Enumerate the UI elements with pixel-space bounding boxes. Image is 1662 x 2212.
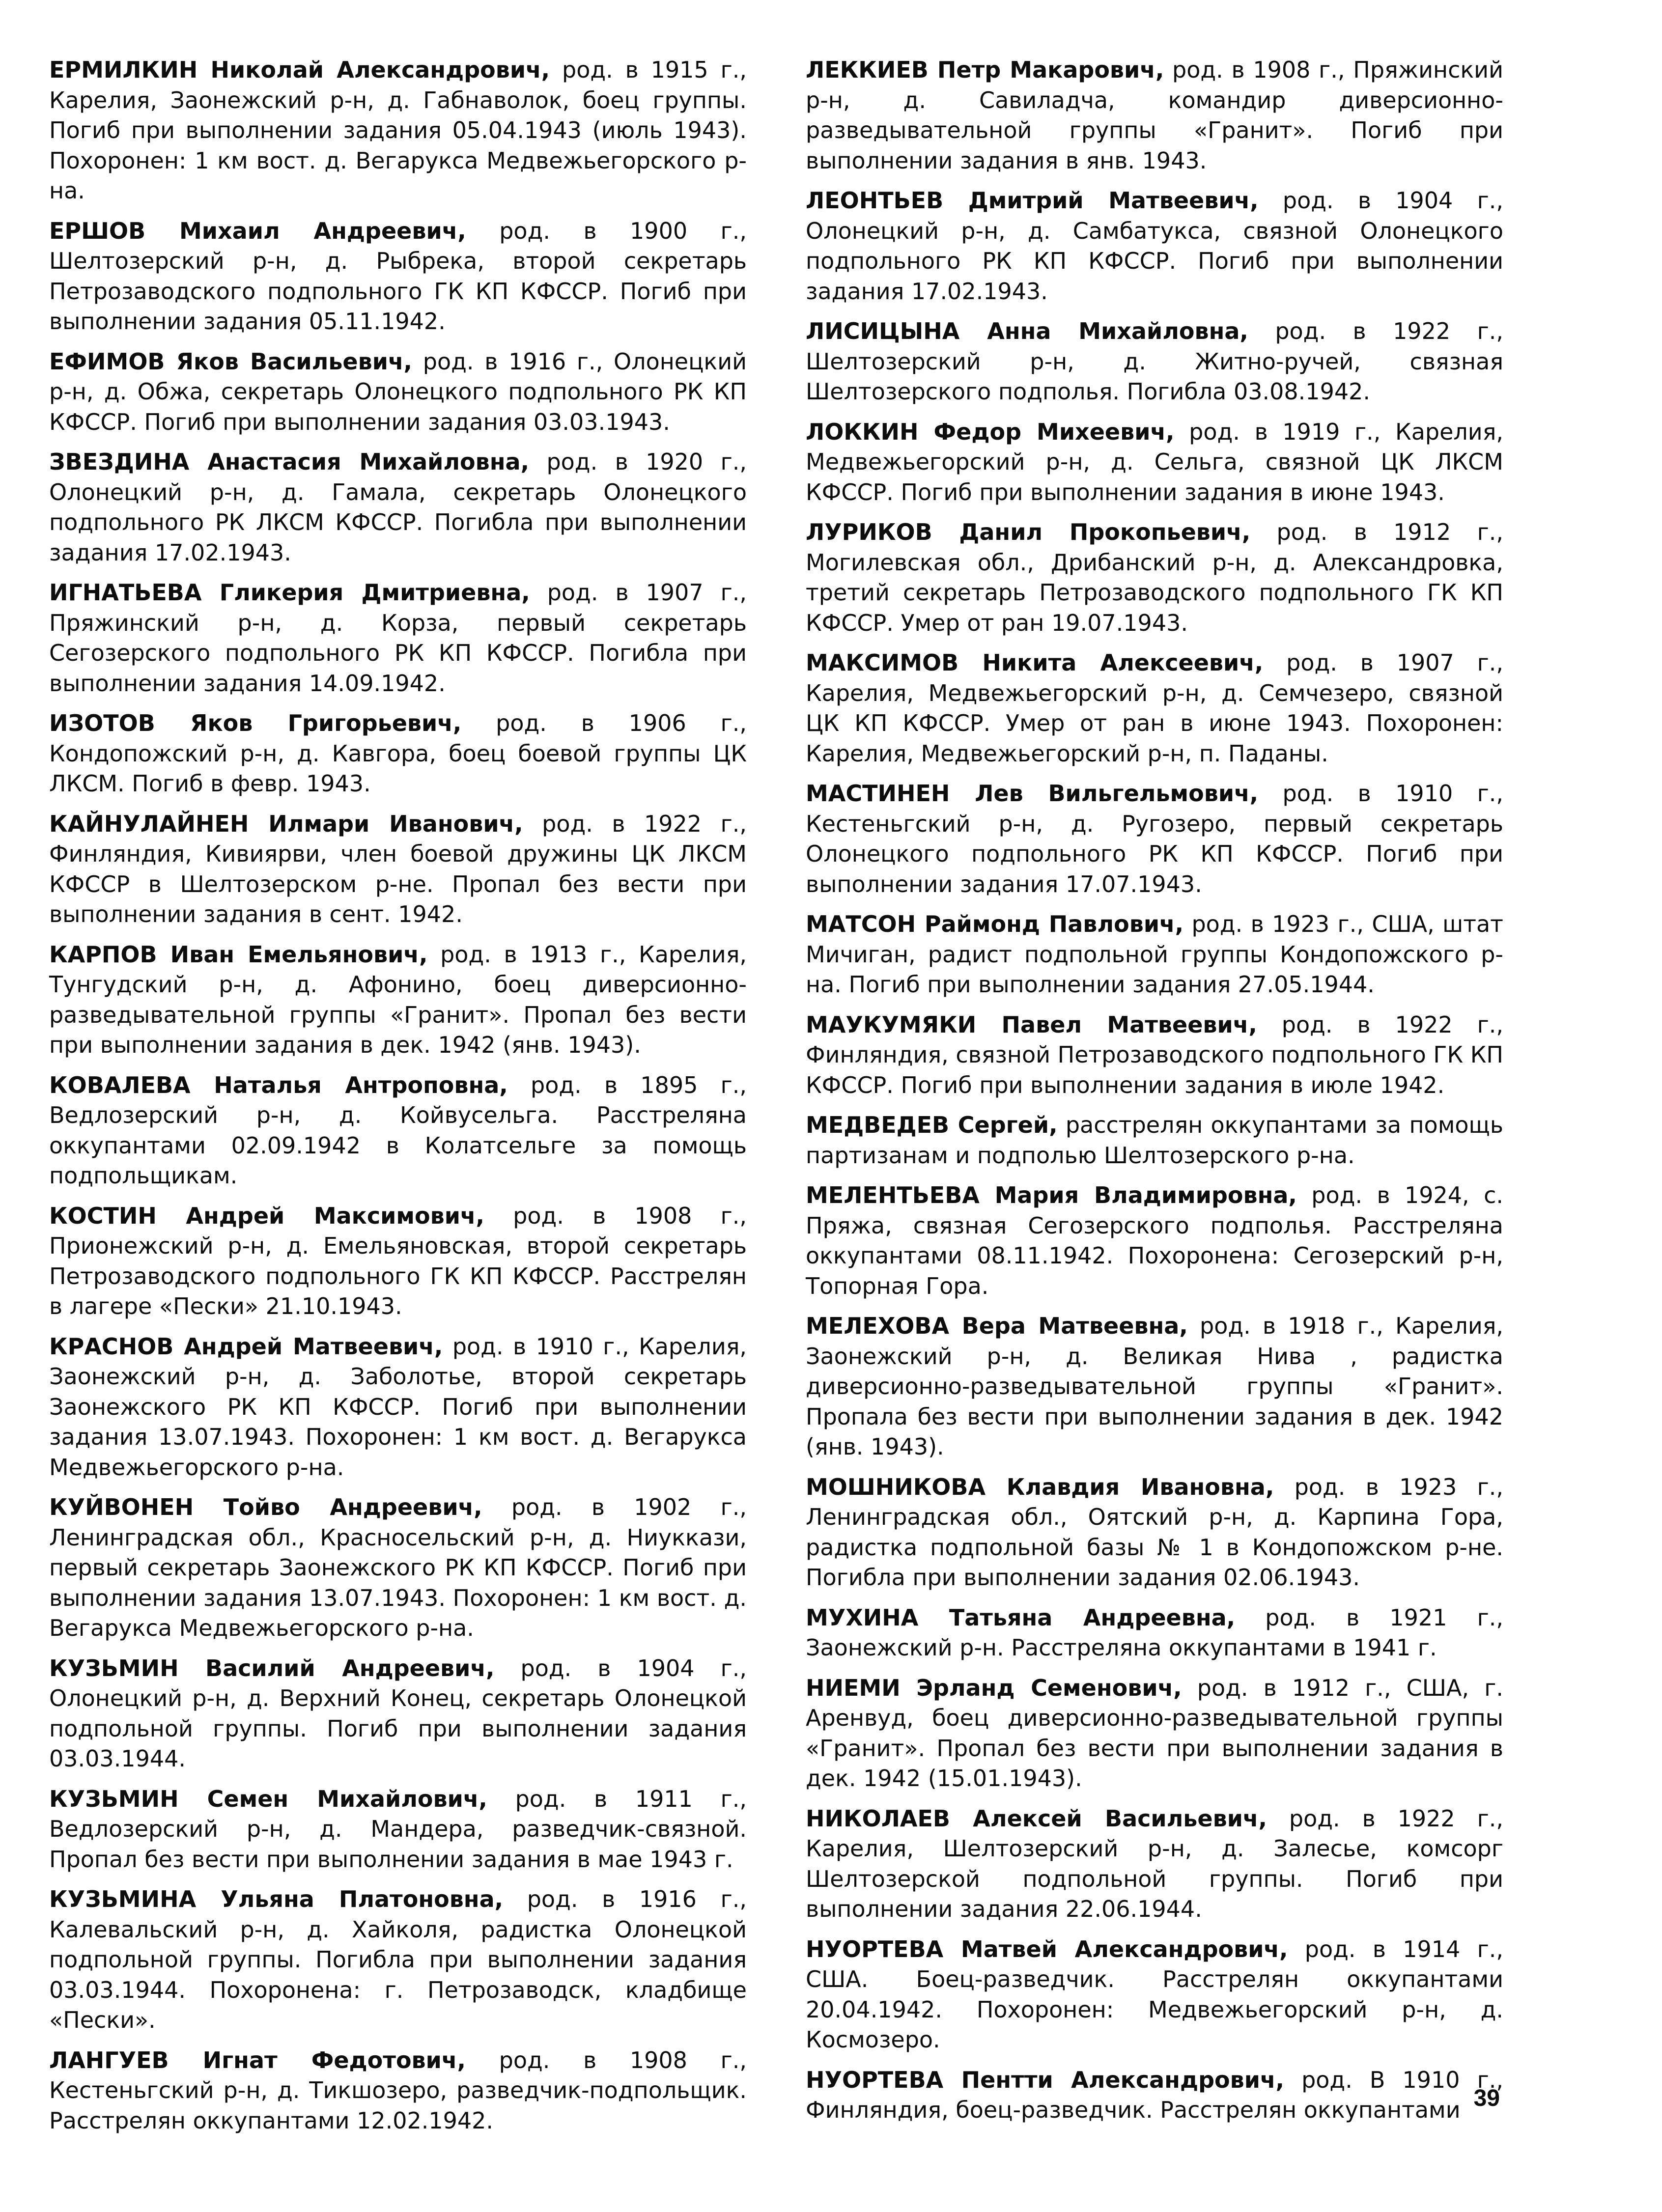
entry (806, 909, 1503, 1000)
entry-name: МЕЛЕНТЬЕВА Мария Владимировна, (806, 1182, 1297, 1208)
entry-name: КОВАЛЕВА Наталья Антроповна, (49, 1071, 508, 1098)
entry-name: МУХИНА Татьяна Андреевна, (806, 1604, 1236, 1631)
entry-text: род. в 1923 г., США, штат Мичиган, радист подпольной группы Кондопожского р-на. Погиб при выполнении задания 27.05.1944. (806, 911, 1503, 998)
entry-name: ЛАНГУЕВ Игнат Федотович, (49, 2046, 466, 2073)
entry-name: НУОРТЕВА Матвей Александрович, (806, 1935, 1288, 1962)
entry-name: ЕРМИЛКИН Николай Александрович, (49, 56, 550, 83)
entry-text: род. в 1920 г., Олонецкий р-н, д. Гамала, секретарь Олонецкого подпольного РК ЛКСМ КФССР. Погибла при выполнении задания 17.02.1943. (49, 448, 747, 566)
entry-name: МАКСИМОВ Никита Алексеевич, (806, 649, 1264, 676)
entry-text: род. в 1908 г., Кестеньгский р-н, д. Тикшозеро, разведчик-подпольщик. Расстрелян оккупантами 12.02.1942. (49, 2046, 747, 2134)
entry-name: МЕДВЕДЕВ Сергей, (806, 1112, 1058, 1138)
entry-name: ЕРШОВ Михаил Андреевич, (49, 217, 466, 244)
entry-name: ЛУРИКОВ Данил Прокопьевич, (806, 519, 1251, 545)
entry (49, 1201, 747, 1322)
entry-name: МЕЛЕХОВА Вера Матвеевна, (806, 1313, 1188, 1339)
entry (806, 316, 1503, 407)
entry-text: род. в 1904 г., Олонецкий р-н, д. Самбатукса, связной Олонецкого подпольного РК КП КФССР. Погиб при выполнении задания 17.02.1943. (806, 187, 1503, 305)
entry-name: КРАСНОВ Андрей Матвеевич, (49, 1333, 443, 1360)
entry (49, 1070, 747, 1191)
entry-name: ЛОККИН Федор Михеевич, (806, 418, 1175, 445)
entry-text: род. в 1924, с. Пряжа, связная Сегозерского подполья. Расстреляна оккупантами 08.11.1942. Похоронена: Сегозерский р-н, Топорная Гора. (806, 1182, 1503, 1299)
entry-text: расстрелян оккупантами за помощь партизанам и подполью Шелтозерского р-на. (806, 1112, 1503, 1169)
entry-text: род. в 1900 г., Шелтозерский р-н, д. Рыбрека, второй секретарь Петрозаводского подпольного ГК КП КФССР. Погиб при выполнении задания 05.11.1942. (49, 217, 747, 335)
entry (806, 517, 1503, 638)
entry (806, 1472, 1503, 1593)
entry-name: КУЗЬМИН Семен Михайлович, (49, 1785, 487, 1812)
entry-text: род. в 1915 г., Карелия, Заонежский р-н, д. Габнаволок, боец группы. Погиб при выполнении задания 05.04.1943 (июль 1943). Похоронен: 1 км вост. д. Вегарукса Медвежьегорского р-на. (49, 56, 747, 204)
entry-text: род. в 1922 г., Карелия, Шелтозерский р-н, д. Залесье, комсорг Шелтозерской подпольной группы. Погиб при выполнении задания 22.06.1944. (806, 1805, 1503, 1922)
entry (806, 1010, 1503, 1101)
entry (49, 1492, 747, 1644)
entry-name: ЛЕОНТЬЕВ Дмитрий Матвеевич, (806, 187, 1259, 214)
entry-name: НУОРТЕВА Пентти Александрович, (806, 2066, 1285, 2093)
entry-text: род. в 1906 г., Кондопожский р-н, д. Кавгора, боец боевой группы ЦК ЛКСМ. Погиб в февр. 1943. (49, 710, 747, 797)
entry-name: ЛЕККИЕВ Петр Макарович, (806, 56, 1164, 83)
entry-name: НИЕМИ Эрланд Семенович, (806, 1674, 1182, 1701)
entry-text: род. в 1895 г., Ведлозерский р-н, д. Койвусельга. Расстреляна оккупантами 02.09.1942 в Колатсельге за помощь подпольщикам. (49, 1071, 747, 1189)
entry-text: род. в 1907 г., Пряжинский р-н, д. Корза, первый секретарь Сегозерского подпольного РК КП КФССР. Погибла при выполнении задания 14.09.1942. (49, 579, 747, 697)
entry (49, 2045, 747, 2136)
entry-text: род. в 1910 г., Кестеньгский р-н, д. Ругозеро, первый секретарь Олонецкого подпольного РК КП КФССР. Погиб при выполнении задания 17.07.1943. (806, 780, 1503, 897)
entry (806, 648, 1503, 769)
entry (49, 1784, 747, 1875)
entry-name: ИГНАТЬЕВА Гликерия Дмитриевна, (49, 579, 530, 606)
entry-text: род. в 1907 г., Карелия, Медвежьегорский р-н, д. Семчезеро, связной ЦК КП КФССР. Умер от ран в июне 1943. Похоронен: Карелия, Медвежьегорский р-н, п. Паданы. (806, 649, 1503, 767)
right-column (806, 55, 1503, 2135)
entry-name: КАРПОВ Иван Емельянович, (49, 941, 428, 968)
entry (49, 578, 747, 699)
entry (806, 2065, 1503, 2126)
entry (806, 1110, 1503, 1171)
entry-text: род. в 1908 г., Прионежский р-н, д. Емельяновская, второй секретарь Петрозаводского подпольного ГК КП КФССР. Расстрелян в лагере «Пески» 21.10.1943. (49, 1202, 747, 1319)
entry (806, 1180, 1503, 1301)
entry-text: род. в 1919 г., Карелия, Медвежьегорский р-н, д. Сельга, связной ЦК ЛКСМ КФССР. Погиб при выполнении задания в июне 1943. (806, 418, 1503, 505)
entry-text: род. в 1902 г., Ленинградская обл., Красносельский р-н, д. Ниуккази, первый секретарь Заонежского РК КП КФССР. Погиб при выполнении задания 13.07.1943. Похоронен: 1 км вост. д. Вегарукса Медвежьегорского р-на. (49, 1494, 747, 1641)
page-number: 39 (1473, 2085, 1500, 2111)
entry (49, 940, 747, 1061)
entry-name: ИЗОТОВ Яков Григорьевич, (49, 710, 462, 736)
entry-name: ЕФИМОВ Яков Васильевич, (49, 348, 413, 375)
entry (49, 1332, 747, 1483)
entry-text: род. в 1910 г., Карелия, Заонежский р-н, д. Заболотье, второй секретарь Заонежского РК КП КФССР. Погиб при выполнении задания 13.07.1943. Похоронен: 1 км вост. д. Вегарукса Медвежьегорского р-на. (49, 1333, 747, 1481)
entry-name: НИКОЛАЕВ Алексей Васильевич, (806, 1805, 1267, 1832)
entry-name: ЛИСИЦЫНА Анна Михайловна, (806, 318, 1248, 344)
entry-name: КУЗЬМИНА Ульяна Платоновна, (49, 1886, 504, 1912)
entry (49, 1653, 747, 1774)
entry-text: род. в 1911 г., Ведлозерский р-н, д. Мандера, разведчик-связной. Пропал без вести при выполнении задания в мае 1943 г. (49, 1785, 747, 1873)
entry-name: КУЙВОНЕН Тойво Андреевич, (49, 1494, 482, 1520)
entry-text: род. в 1921 г., Заонежский р-н. Расстреляна оккупантами в 1941 г. (806, 1604, 1503, 1661)
entry (806, 417, 1503, 508)
entry (806, 186, 1503, 307)
entry-name: КОСТИН Андрей Максимович, (49, 1202, 484, 1229)
entry-text: род. в 1916 г., Олонецкий р-н, д. Обжа, секретарь Олонецкого подпольного РК КП КФССР. Погиб при выполнении задания 03.03.1943. (49, 348, 747, 435)
entry-name: КУЗЬМИН Василий Андреевич, (49, 1654, 495, 1681)
entry-name: МАТСОН Раймонд Павлович, (806, 911, 1184, 937)
entry (49, 809, 747, 930)
entry-text: род. в 1913 г., Карелия, Тунгудский р-н, д. Афонино, боец диверсионно-разведывательной группы «Гранит». Пропал без вести при выполнении задания в дек. 1942 (янв. 1943). (49, 941, 747, 1058)
entry-text: род. в 1912 г., США, г. Аренвуд, боец диверсионно-разведывательной группы «Гранит». Пропал без вести при выполнении задания в дек. 1942 (15.01.1943). (806, 1674, 1504, 1792)
entry-name: КАЙНУЛАЙНЕН Илмари Иванович, (49, 810, 523, 837)
entry (49, 55, 747, 206)
entry (806, 1804, 1503, 1925)
entry-name: МАСТИНЕН Лев Вильгельмович, (806, 780, 1259, 807)
entry-text: род. в 1904 г., Олонецкий р-н, д. Верхний Конец, секретарь Олонецкой подпольной группы. Погиб при выполнении задания 03.03.1944. (49, 1654, 747, 1772)
entry (49, 447, 747, 568)
entry (806, 1603, 1503, 1663)
entry-text: род. в 1922 г., Финляндия, связной Петрозаводского подпольного ГК КП КФССР. Погиб при выполнении задания в июле 1942. (806, 1011, 1503, 1098)
entry-text: род. в 1923 г., Ленинградская обл., Оятский р-н, д. Карпина Гора, радистка подпольной базы № 1 в Кондопожском р-не. Погибла при выполнении задания 02.06.1943. (806, 1473, 1503, 1591)
entry (806, 1934, 1503, 2055)
entry (806, 1311, 1503, 1462)
entry (806, 1673, 1503, 1794)
entry-text: род. в 1908 г., Пряжинский р-н, д. Савиладча, командир диверсионно-разведывательной группы «Гранит». Погиб при выполнении задания в янв. 1943. (806, 56, 1503, 174)
entry-text: род. в 1922 г., Шелтозерский р-н, д. Житно-ручей, связная Шелтозерского подполья. Погибла 03.08.1942. (806, 318, 1503, 405)
entry-text: род. в 1916 г., Калевальский р-н, д. Хайколя, радистка Олонецкой подпольной группы. Погибла при выполнении задания 03.03.1944. Похоронена: г. Петрозаводск, кладбище «Пески». (49, 1886, 747, 2033)
entry (49, 1884, 747, 2036)
entry (806, 779, 1503, 899)
entry (49, 708, 747, 799)
entry-name: МОШНИКОВА Клавдия Ивановна, (806, 1473, 1274, 1500)
entry (49, 216, 747, 337)
left-column (49, 55, 747, 2146)
entry-text: род. в 1912 г., Могилевская обл., Дрибанский р-н, д. Александровка, третий секретарь Петрозаводского подпольного ГК КП КФССР. Умер от ран 19.07.1943. (806, 519, 1503, 636)
entry-text: род. в 1922 г., Финляндия, Кивиярви, член боевой дружины ЦК ЛКСМ КФССР в Шелтозерском р-не. Пропал без вести при выполнении задания в сент. 1942. (49, 810, 747, 927)
entry-name: ЗВЕЗДИНА Анастасия Михайловна, (49, 448, 530, 475)
entry-text: род. В 1910 г., Финляндия, боец-разведчик. Расстрелян оккупантами (806, 2066, 1504, 2123)
entry-text: род. в 1914 г., США. Боец-разведчик. Расстрелян оккупантами 20.04.1942. Похоронен: Медвежьегорский р-н, д. Космозеро. (806, 1935, 1503, 2053)
entry (806, 55, 1503, 176)
entry-name: МАУКУМЯКИ Павел Матвеевич, (806, 1011, 1257, 1038)
entry (49, 347, 747, 438)
entry-text: род. в 1918 г., Карелия, Заонежский р-н, д. Великая Нива , радистка диверсионно-разведывательной группы «Гранит». Пропала без вести при выполнении задания в дек. 1942 (янв. 1943). (806, 1313, 1504, 1460)
